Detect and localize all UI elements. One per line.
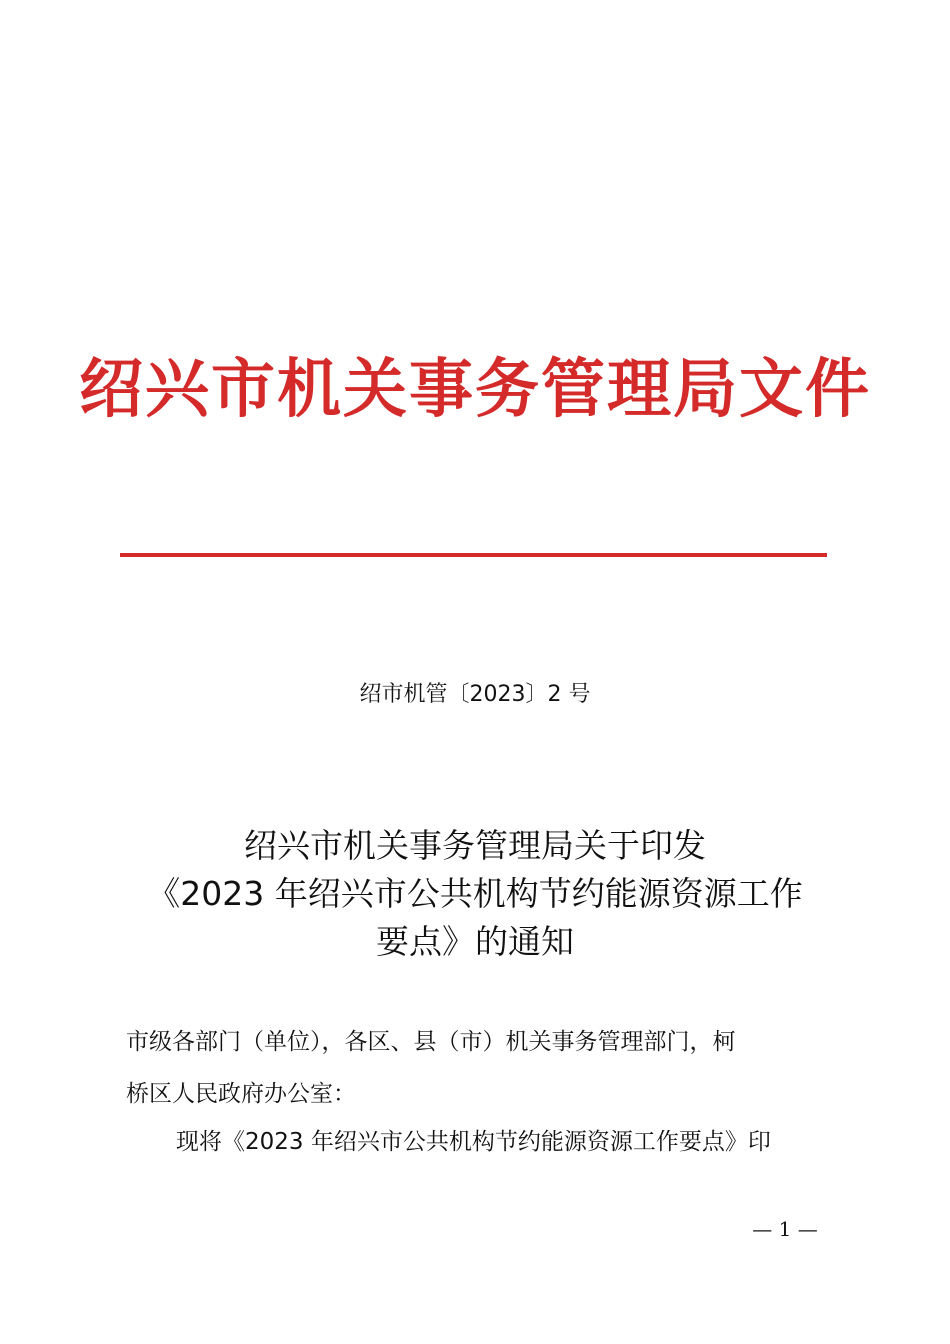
page-number: — 1 — xyxy=(752,1217,818,1241)
body-paragraph-line: 现将《2023 年绍兴市公共机构节约能源资源工作要点》印 xyxy=(176,1129,771,1155)
notice-title xyxy=(100,822,850,966)
masthead-title: 绍兴市机关事务管理局文件 xyxy=(79,352,871,427)
document-number: 绍市机管〔2023〕2 号 xyxy=(359,682,591,707)
notice-title-line-2: 《2023 年绍兴市公共机构节约能源资源工作 xyxy=(147,874,803,913)
notice-title-line-1: 绍兴市机关事务管理局关于印发 xyxy=(244,826,706,865)
red-separator-line xyxy=(120,553,827,557)
notice-title-line-3: 要点》的通知 xyxy=(376,922,574,961)
addressee-line-1: 市级各部门（单位），各区、县（市）机关事务管理部门，柯 xyxy=(126,1029,736,1055)
addressee-line-2: 桥区人民政府办公室： xyxy=(126,1081,356,1107)
